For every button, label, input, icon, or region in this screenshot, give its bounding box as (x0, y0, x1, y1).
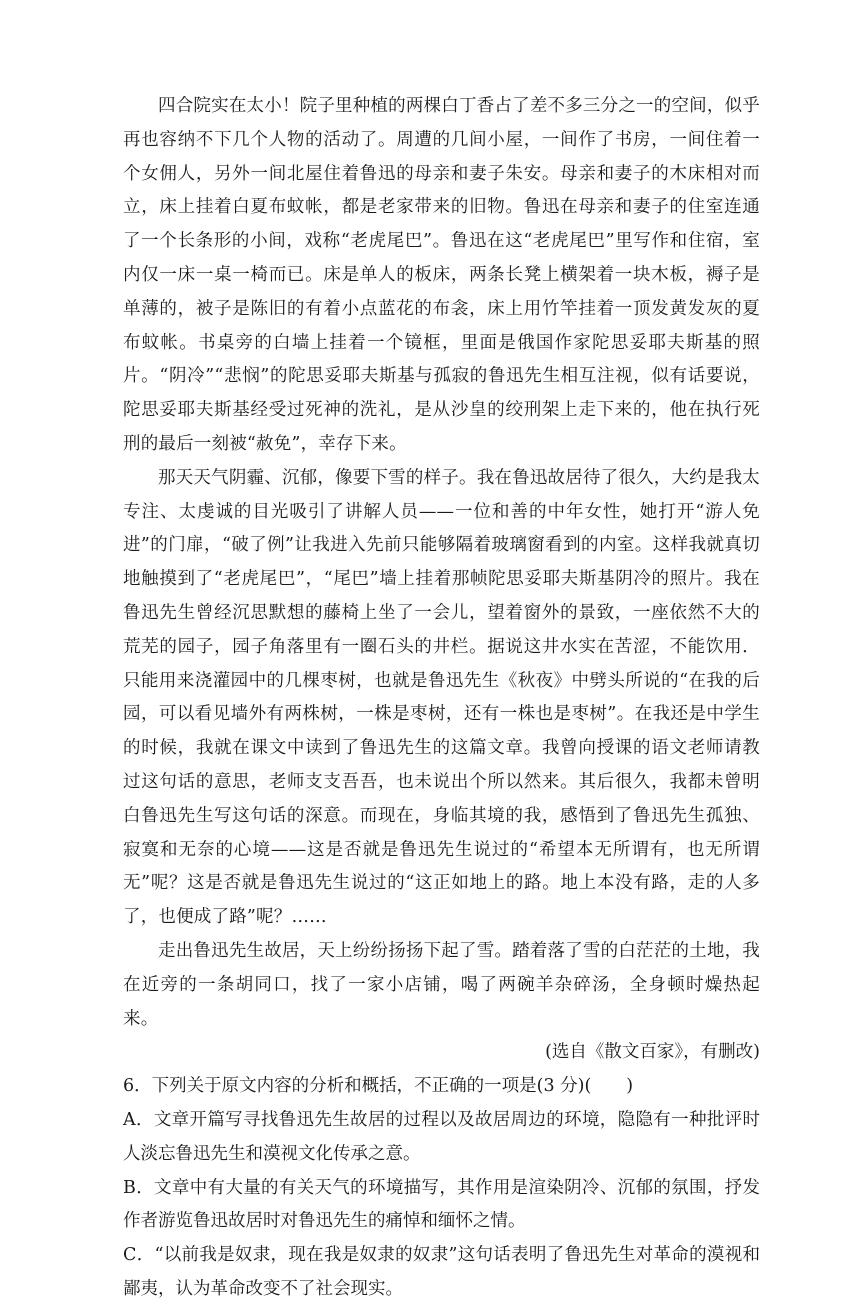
option-a: A．文章开篇写寻找鲁迅先生故居的过程以及故居周边的环境，隐隐有一种批评时人淡忘鲁迅先生和漠视文化传承之意。 (123, 1109, 760, 1164)
article-paragraph-3: 走出鲁迅先生故居，天上纷纷扬扬下起了雪。踏着落了雪的白茫茫的土地，我在近旁的一条胡同口，找了一家小店铺，喝了两碗羊杂碎汤，全身顿时燥热起来。 (123, 940, 760, 1029)
article-paragraph-2: 那天天气阴霾、沉郁，像要下雪的样子。我在鲁迅故居待了很久，大约是我太专注、太虔诚的目光吸引了讲解人员——一位和善的中年女性，她打开“游人免进”的门扉，“破了例”让我进入先前只能够隔着玻璃窗看到的内室。这样我就真切地触摸到了“老虎尾巴”，“尾巴”墙上挂着那帧陀思妥耶夫斯基阴冷的照片。我在鲁迅先生曾经沉思默想的藤椅上坐了一会儿，望着窗外的景致，一座依然不大的荒芜的园子，园子角落里有一圈石头的井栏。据说这井水实在苦涩，不能饮用．只能用来浇灌园中的几棵枣树，也就是鲁迅先生《秋夜》中劈头所说的“在我的后园，可以看见墙外有两株树，一株是枣树，还有一株也是枣树”。在我还是中学生的时候，我就在课文中读到了鲁迅先生的这篇文章。我曾向授课的语文老师请教过这句话的意思，老师支支吾吾，也未说出个所以然来。其后很久，我都未曾明白鲁迅先生写这句话的深意。而现在，身临其境的我，感悟到了鲁迅先生孤独、寂寞和无奈的心境——这是否就是鲁迅先生说过的“希望本无所谓有，也无所谓无”呢？这是否就是鲁迅先生说过的“这正如地上的路。地上本没有路，走的人多了，也便成了路”呢？…… (123, 467, 760, 928)
article-source: (选自《散文百家》，有删改) (545, 1042, 760, 1063)
question-stem: 6．下列关于原文内容的分析和概括，不正确的一项是(3 分)( ) (123, 1076, 634, 1097)
option-b: B．文章中有大量的有关天气的环境描写，其作用是渲染阴冷、沉郁的氛围，抒发作者游览鲁迅故居时对鲁迅先生的痛悼和缅怀之情。 (123, 1177, 760, 1232)
article-paragraph-1: 四合院实在太小！院子里种植的两棵白丁香占了差不多三分之一的空间，似乎再也容纳不下几个人物的活动了。周遭的几间小屋，一间作了书房，一间住着一个女佣人，另外一间北屋住着鲁迅的母亲和妻子朱安。母亲和妻子的木床相对而立，床上挂着白夏布蚊帐，都是老家带来的旧物。鲁迅在母亲和妻子的住室连通了一个长条形的小间，戏称“老虎尾巴”。鲁迅在这“老虎尾巴”里写作和住宿，室内仅一床一桌一椅而已。床是单人的板床，两条长凳上横架着一块木板，褥子是单薄的，被子是陈旧的有着小点蓝花的布衾，床上用竹竿挂着一顶发黄发灰的夏布蚊帐。书桌旁的白墙上挂着一个镜框，里面是俄国作家陀思妥耶夫斯基的照片。“阴冷”“悲悯”的陀思妥耶夫斯基与孤寂的鲁迅先生相互注视，似有话要说，陀思妥耶夫斯基经受过死神的洗礼，是从沙皇的绞刑架上走下来的，他在执行死刑的最后一刻被“赦免”，幸存下来。 (123, 96, 760, 454)
document-page (123, 90, 760, 1307)
option-c: C．“以前我是奴隶，现在我是奴隶的奴隶”这句话表明了鲁迅先生对革命的漠视和鄙夷，认为革命改变不了社会现实。 (123, 1245, 760, 1299)
